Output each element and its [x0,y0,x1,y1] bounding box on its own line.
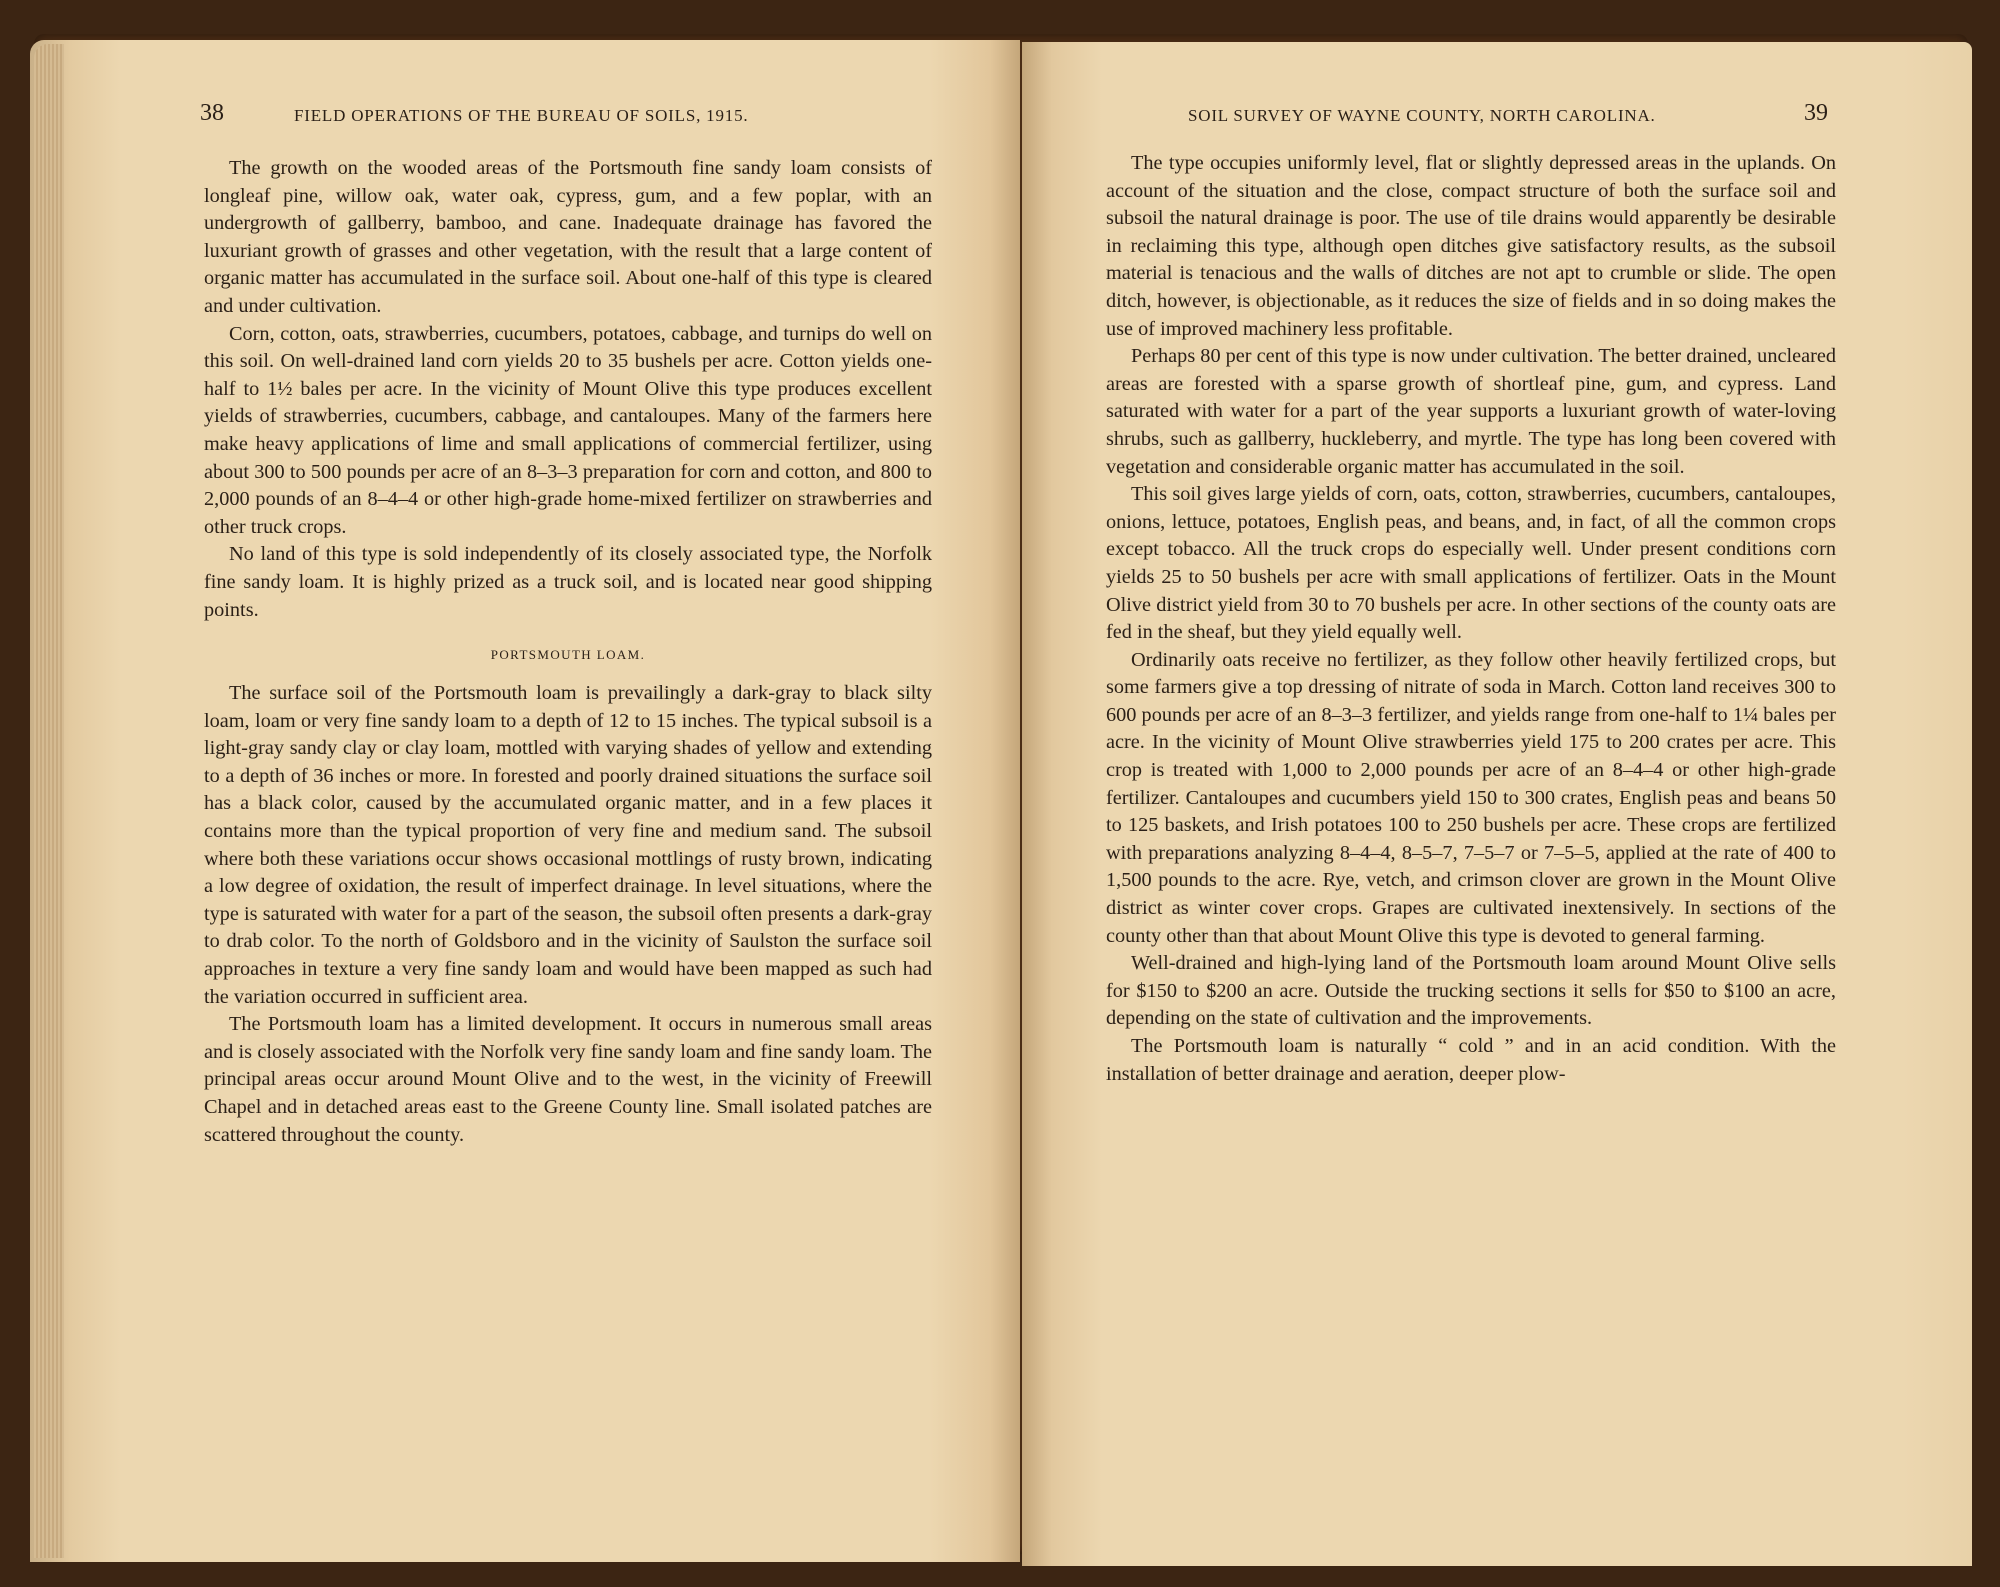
right-paragraph: The Portsmouth loam is naturally “ cold ” and in an acid condition. With the installation of better drainage and aeration, deeper plow- [1106,1035,1836,1085]
right-paragraph: The type occupies uniformly level, flat or slightly depressed areas in the uplands. On account of the situation and the close, compact structure of both the surface soil and subsoil the natural drainage is poor. The use of tile drains would apparently be desirable in reclaiming this type, although open ditches give satisfactory results, as the subsoil material is tenacious and the walls of ditches are not apt to crumble or slide. The open ditch, however, is objectionable, as it reduces the size of fields and in so doing makes the use of improved machinery less profitable. [1106,152,1836,340]
right-running-head: SOIL SURVEY OF WAYNE COUNTY, NORTH CAROLINA. [1188,106,1656,125]
left-page-body [204,155,932,1149]
right-page-body [1106,150,1836,1088]
page-edges [34,44,64,1558]
left-paragraph: The growth on the wooded areas of the Portsmouth fine sandy loam consists of longleaf pine, willow oak, water oak, cypress, gum, and a few poplar, with an undergrowth of gallberry, bamboo, and cane. Inadequate drainage has favored the luxuriant growth of grasses and other vegetation, with the result that a large content of organic matter has accumulated in the surface soil. About one-half of this type is cleared and under cultivation. [204,157,932,317]
left-paragraph: The Portsmouth loam has a limited development. It occurs in numerous small areas and is closely associated with the Norfolk very fine sandy loam and fine sandy loam. The principal areas occur around Mount Olive and to the west, in the vicinity of Freewill Chapel and in detached areas east to the Greene County line. Small isolated patches are scattered throughout the county. [204,1013,932,1146]
right-paragraph: Ordinarily oats receive no fertilizer, as they follow other heavily fertilized crops, but some farmers give a top dressing of nitrate of soda in March. Cotton land receives 300 to 600 pounds per acre of an 8–3–3 fertilizer, and yields range from one-half to 1¼ bales per acre. In the vicinity of Mount Olive strawberries yield 175 to 200 crates per acre. This crop is treated with 1,000 to 2,000 pounds per acre of an 8–4–4 or other high-grade fertilizer. Cantaloupes and cucumbers yield 150 to 300 crates, English peas and beans 50 to 125 baskets, and Irish potatoes 100 to 250 bushels per acre. These crops are fertilized with preparations analyzing 8–4–4, 8–5–7, 7–5–7 or 7–5–5, applied at the rate of 400 to 1,500 pounds to the acre. Rye, vetch, and crimson clover are grown in the Mount Olive district as winter cover crops. Grapes are cultivated inextensively. In sections of the county other than that about Mount Olive this type is devoted to general farming. [1106,648,1836,947]
right-page-number: 39 [1804,100,1828,126]
left-paragraph: The surface soil of the Portsmouth loam is prevailingly a dark-gray to black silty loam, loam or very fine sandy loam to a depth of 12 to 15 inches. The typical subsoil is a light-gray sandy clay or clay loam, mottled with varying shades of yellow and extending to a depth of 36 inches or more. In forested and poorly drained situations the surface soil has a black color, caused by the accumulated organic matter, and in a few places it contains more than the typical proportion of very fine and medium sand. The subsoil where both these variations occur shows occasional mottlings of rusty brown, indicating a low degree of oxidation, the result of imperfect drainage. In level situations, where the type is saturated with water for a part of the season, the subsoil often presents a dark-gray to drab color. To the north of Goldsboro and in the vicinity of Saulston the surface soil approaches in texture a very fine sandy loam and would have been mapped as such had the variation occurred in sufficient area. [204,682,932,1008]
right-paragraph: Perhaps 80 per cent of this type is now under cultivation. The better drained, uncleared areas are forested with a sparse growth of shortleaf pine, gum, and cypress. Land saturated with water for a part of the year supports a luxuriant growth of water-loving shrubs, such as gallberry, huckleberry, and myrtle. The type has long been covered with vegetation and considerable organic matter has accumulated in the soil. [1106,345,1836,478]
right-paragraph: Well-drained and high-lying land of the Portsmouth loam around Mount Olive sells for $150 to $200 an acre. Outside the trucking sections it sells for $50 to $100 an acre, depending on the state of cultivation and the improvements. [1106,952,1836,1030]
left-running-head: FIELD OPERATIONS OF THE BUREAU OF SOILS, 1915. [294,106,749,125]
left-paragraph: Corn, cotton, oats, strawberries, cucumbers, potatoes, cabbage, and turnips do well on this soil. On well-drained land corn yields 20 to 35 bushels per acre. Cotton yields one-half to 1½ bales per acre. In the vicinity of Mount Olive this type produces excellent yields of strawberries, cucumbers, cabbage, and cantaloupes. Many of the farmers here make heavy applications of lime and small applications of commercial fertilizer, using about 300 to 500 pounds per acre of an 8–3–3 preparation for corn and cotton, and 800 to 2,000 pounds of an 8–4–4 or other high-grade home-mixed fertilizer on strawberries and other truck crops. [204,322,932,538]
left-page-number: 38 [200,100,224,126]
right-paragraph: This soil gives large yields of corn, oats, cotton, strawberries, cucumbers, cantaloupes, onions, lettuce, potatoes, English peas, and beans, and, in fact, of all the common crops except tobacco. All the truck crops do especially well. Under present conditions corn yields 25 to 50 bushels per acre with small applications of fertilizer. Oats in the Mount Olive district yield from 30 to 70 bushels per acre. In other sections of the county oats are fed in the sheaf, but they yield equally well. [1106,483,1836,644]
section-heading: PORTSMOUTH LOAM. [490,647,646,663]
left-paragraph: No land of this type is sold independently of its closely associated type, the Norfolk fine sandy loam. It is highly prized as a truck soil, and is located near good shipping points. [204,543,932,621]
